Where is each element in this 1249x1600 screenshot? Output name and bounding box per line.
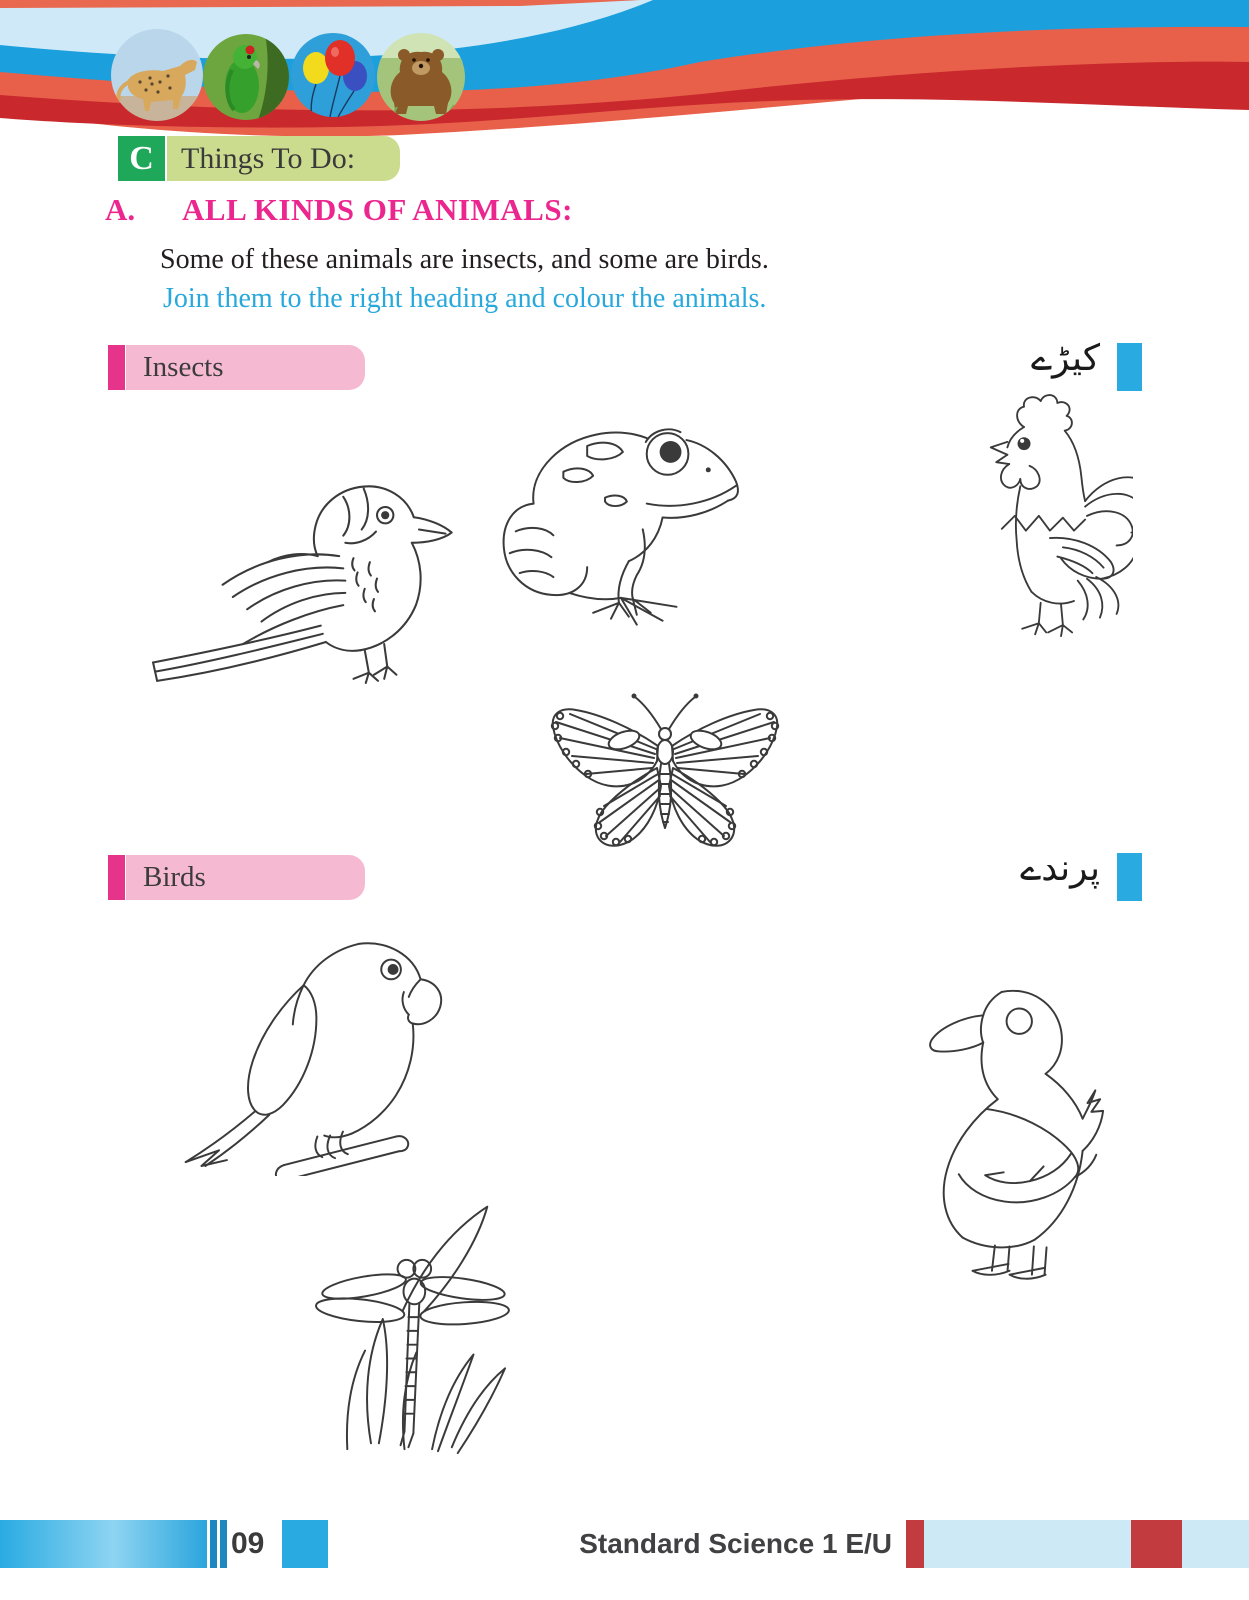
section-title: ALL KINDS OF ANIMALS:	[182, 192, 573, 227]
footer-blue-square	[282, 1520, 328, 1568]
birds-heading-urdu: پرندے	[1020, 848, 1100, 889]
balloons-photo	[291, 33, 375, 117]
header-decoration	[0, 0, 1249, 142]
rooster-figure[interactable]	[928, 390, 1133, 638]
footer-red-bar-2	[1131, 1520, 1182, 1568]
parrot-figure[interactable]	[168, 928, 453, 1176]
insects-blue-bar	[1117, 343, 1142, 391]
butterfly-figure[interactable]	[540, 676, 790, 856]
parrot-photo	[203, 34, 289, 120]
footer-left-bar	[0, 1520, 207, 1568]
birds-blue-bar	[1117, 853, 1142, 901]
birds-heading[interactable]: Birds	[126, 855, 365, 900]
dragonfly-figure[interactable]	[288, 1185, 520, 1461]
insects-heading[interactable]: Insects	[126, 345, 365, 390]
page-number: 09	[231, 1527, 265, 1560]
book-title: Standard Science 1 E/U	[579, 1528, 892, 1559]
footer-thin-bar-1	[210, 1520, 217, 1568]
insects-accent-bar	[108, 345, 125, 390]
insects-heading-urdu: کیڑے	[1031, 338, 1100, 379]
section-letter: A.	[105, 192, 136, 227]
footer-lightblue-bar-2	[1182, 1520, 1249, 1568]
sparrow-figure[interactable]	[112, 462, 460, 687]
footer-red-bar-1	[906, 1520, 924, 1568]
duck-figure[interactable]	[795, 962, 1107, 1290]
birds-accent-bar	[108, 855, 125, 900]
footer-thin-bar-2	[220, 1520, 227, 1568]
instruction-line-1: Some of these animals are insects, and some are birds.	[160, 244, 769, 275]
section-c-badge: C	[118, 136, 165, 181]
footer-lightblue-bar-1	[924, 1520, 1131, 1568]
instruction-line-2: Join them to the right heading and colour the animals.	[163, 283, 767, 314]
frog-figure[interactable]	[476, 402, 744, 626]
things-to-do-label: Things To Do:	[167, 136, 400, 181]
